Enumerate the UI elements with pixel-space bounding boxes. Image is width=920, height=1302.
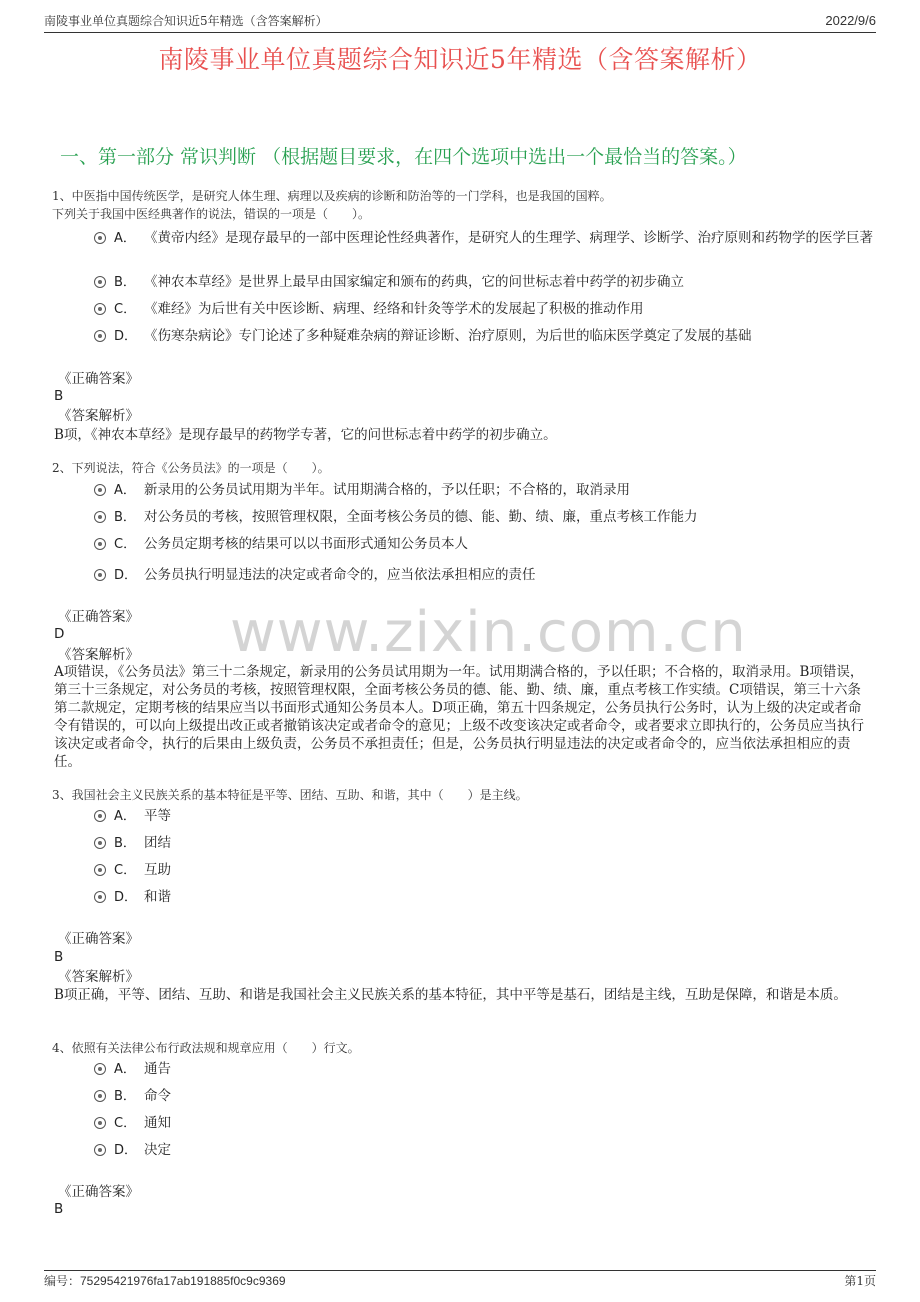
- correct-answer-label: 《正确答案》: [58, 1184, 139, 1200]
- radio-icon[interactable]: [94, 864, 106, 876]
- radio-icon[interactable]: [94, 1117, 106, 1129]
- radio-icon[interactable]: [94, 891, 106, 903]
- radio-icon[interactable]: [94, 484, 106, 496]
- question-2-option-b[interactable]: B． 对公务员的考核，按照管理权限，全面考核公务员的德、能、勤、绩、廉，重点考核工作能力: [94, 507, 874, 528]
- question-1-option-c[interactable]: C． 《难经》为后世有关中医诊断、病理、经络和针灸等学术的发展起了积极的推动作用: [94, 299, 874, 320]
- question-3-answer: B: [54, 949, 64, 965]
- question-1-option-d[interactable]: D． 《伤寒杂病论》专门论述了多种疑难杂病的辩证诊断、治疗原则，为后世的临床医学奠定了发展的基础: [94, 326, 874, 347]
- header-title: 南陵事业单位真题综合知识近5年精选（含答案解析）: [44, 14, 328, 28]
- correct-answer-label: 《正确答案》: [58, 609, 139, 625]
- radio-icon[interactable]: [94, 1063, 106, 1075]
- analysis-label: 《答案解析》: [58, 647, 139, 663]
- question-2-option-c[interactable]: C． 公务员定期考核的结果可以以书面形式通知公务员本人: [94, 534, 874, 555]
- radio-icon[interactable]: [94, 1090, 106, 1102]
- question-1-stem-line1: 1、中医指中国传统医学，是研究人体生理、病理以及疾病的诊断和防治等的一门学科，也是我国的国粹。: [52, 189, 612, 203]
- page-number: 第1页: [844, 1274, 876, 1288]
- watermark: www.zixin.com.cn: [230, 600, 747, 665]
- analysis-label: 《答案解析》: [58, 408, 139, 424]
- header-date: 2022/9/6: [825, 13, 876, 28]
- question-2-analysis: A项错误，《公务员法》第三十二条规定，新录用的公务员试用期为一年。试用期满合格的，予以任职；不合格的，取消录用。B项错误，第三十三条规定，对公务员的考核，按照管理权限，全面考核公务员的德、能、勤、绩、廉，重点考核工作实绩。C项错误，第三十六条第二款规定，定期考核的结果应当以书面形式通知公务员本人。D项正确，第五十四条规定，公务员执行公务时，认为上级的决定或者命令有错误的，可以向上级提出改正或者撤销该决定或者命令的意见；上级不改变该决定或者命令，或者要求立即执行的，公务员应当执行该决定或者命令，执行的后果由上级负责，公务员不承担责任；但是，公务员执行明显违法的决定或者命令的，应当依法承担相应的责任。: [54, 664, 864, 770]
- question-4-stem: 4、依照有关法律公布行政法规和规章应用（ ）行文。: [52, 1041, 360, 1055]
- analysis-label: 《答案解析》: [58, 969, 139, 985]
- correct-answer-label: 《正确答案》: [58, 371, 139, 387]
- question-4-option-c[interactable]: C． 通知: [94, 1113, 874, 1134]
- question-1-option-a[interactable]: A． 《黄帝内经》是现存最早的一部中医理论性经典著作，是研究人的生理学、病理学、诊断学、治疗原则和药物学的医学巨著: [94, 228, 874, 249]
- question-2-option-d[interactable]: D． 公务员执行明显违法的决定或者命令的，应当依法承担相应的责任: [94, 565, 874, 586]
- question-4-answer: B: [54, 1201, 64, 1217]
- question-1-analysis: B项，《神农本草经》是现存最早的药物学专著，它的问世标志着中药学的初步确立。: [54, 427, 557, 443]
- section-heading: 一、第一部分 常识判断 （根据题目要求，在四个选项中选出一个最恰当的答案。）: [60, 146, 747, 168]
- radio-icon[interactable]: [94, 837, 106, 849]
- question-2-option-a[interactable]: A． 新录用的公务员试用期为半年。试用期满合格的，予以任职；不合格的，取消录用: [94, 480, 874, 501]
- radio-icon[interactable]: [94, 303, 106, 315]
- question-4-option-d[interactable]: D． 决定: [94, 1140, 874, 1161]
- document-title: 南陵事业单位真题综合知识近5年精选（含答案解析）: [158, 45, 762, 74]
- question-3-option-d[interactable]: D． 和谐: [94, 887, 874, 908]
- radio-icon[interactable]: [94, 232, 106, 244]
- radio-icon[interactable]: [94, 810, 106, 822]
- question-3-analysis: B项正确，平等、团结、互助、和谐是我国社会主义民族关系的基本特征，其中平等是基石，团结是主线，互助是保障，和谐是本质。: [54, 987, 847, 1003]
- question-3-option-c[interactable]: C． 互助: [94, 860, 874, 881]
- question-3-option-a[interactable]: A． 平等: [94, 806, 874, 827]
- document-id: 编号：75295421976fa17ab191885f0c9c9369: [44, 1274, 286, 1288]
- radio-icon[interactable]: [94, 569, 106, 581]
- question-3-stem: 3、我国社会主义民族关系的基本特征是平等、团结、互助、和谐，其中（ ）是主线。: [52, 788, 528, 802]
- radio-icon[interactable]: [94, 1144, 106, 1156]
- page-header: [44, 12, 876, 33]
- question-2-answer: D: [54, 626, 65, 642]
- question-2-stem: 2、下列说法，符合《公务员法》的一项是（ ）。: [52, 461, 330, 475]
- radio-icon[interactable]: [94, 276, 106, 288]
- correct-answer-label: 《正确答案》: [58, 931, 139, 947]
- radio-icon[interactable]: [94, 538, 106, 550]
- question-4-option-a[interactable]: A． 通告: [94, 1059, 874, 1080]
- radio-icon[interactable]: [94, 330, 106, 342]
- question-1-option-b[interactable]: B． 《神农本草经》是世界上最早由国家编定和颁布的药典，它的问世标志着中药学的初步确立: [94, 272, 874, 293]
- page-footer: [44, 1270, 876, 1291]
- radio-icon[interactable]: [94, 511, 106, 523]
- question-1-stem-line2: 下列关于我国中医经典著作的说法，错误的一项是（ ）。: [52, 207, 371, 221]
- question-1-answer: B: [54, 388, 64, 404]
- question-3-option-b[interactable]: B． 团结: [94, 833, 874, 854]
- question-4-option-b[interactable]: B． 命令: [94, 1086, 874, 1107]
